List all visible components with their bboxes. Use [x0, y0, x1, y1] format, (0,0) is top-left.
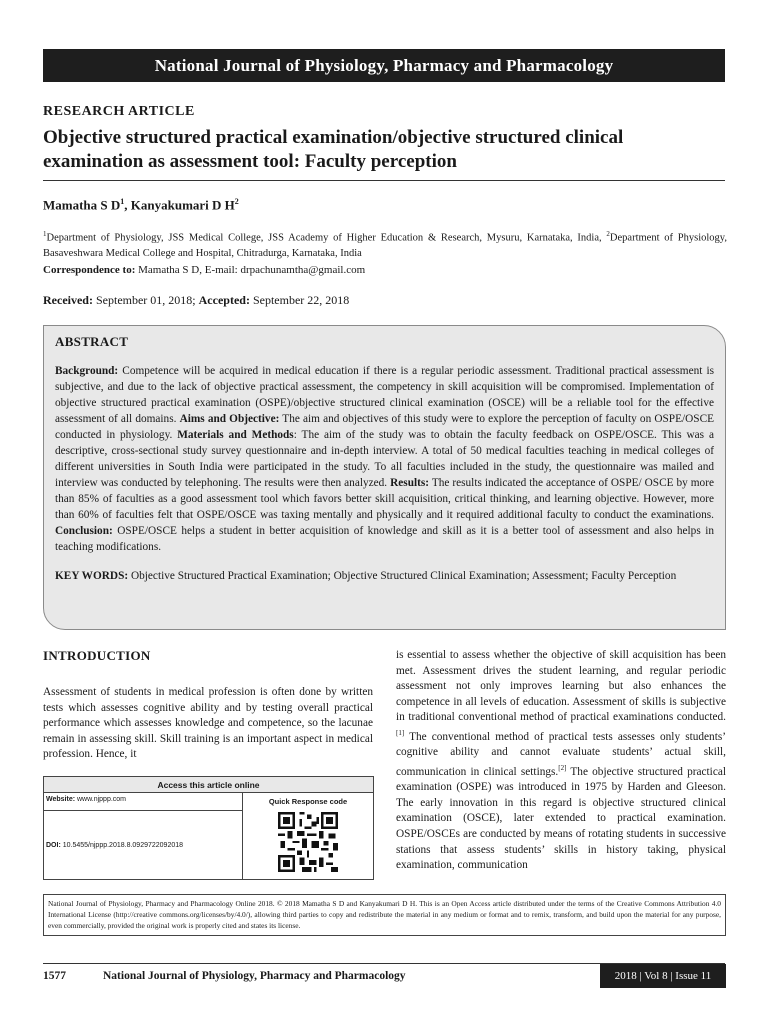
affiliation-2-sup: 2 — [606, 230, 610, 238]
website-label: Website: — [46, 796, 76, 803]
affiliation — [43, 227, 727, 261]
author-1-name: Mamatha S D — [43, 197, 121, 213]
introduction-right-text — [396, 648, 726, 874]
citation-2[interactable]: [2] — [558, 763, 567, 772]
intro-right-part-2: The conventional method of practical tests assesses only students’ cognitive ability and cannot evaluate students’ actual skill, communication in clinical settings. — [396, 730, 726, 778]
qr-panel — [243, 793, 373, 879]
correspondence-text: Mamatha S D, E-mail: drpachunamtha@gmail.com — [135, 264, 366, 276]
correspondence — [43, 264, 365, 276]
background-text: Competence will be acquired in medical education if there is a regular periodic assessment. Traditional practical assessment is subjective, and due to the lack of objective practical assessment, the competency in skill acquisition will be compromised. Implementation of objective structured practical examination (OSPE)/objective structured clinical examination (OSCE) will be a reliable tool for the effective assessment of all domains. — [55, 365, 714, 425]
methods-text: : The aim of the study was to obtain the faculty feedback on OSPE/OSCE. This was a descriptive, cross-sectional study survey questionnaire and in-depth interview. A total of 50 medical faculties teaching in medical colleges of different universities in South India were participated in the study. To all faculties included in the study, the questionnaire was mailed and interview was conducted by telephoning. The results were then analyzed. — [55, 429, 714, 489]
access-box-grid — [44, 793, 373, 879]
background-label: Background: — [55, 365, 119, 377]
footer-journal-name: National Journal of Physiology, Pharmacy and Pharmacology — [103, 970, 406, 982]
introduction-left-text: Assessment of students in medical profession is often done by written tests which assesses cognitive ability and by testing overall practical performance which assesses knowledge and competence, so the lacunae remain in assessing skill. Skill training is an important aspect in medical profession. Hence, it — [43, 686, 373, 761]
introduction-heading: INTRODUCTION — [43, 648, 151, 663]
left-column — [43, 648, 373, 763]
doi-value[interactable]: 10.5455/njppp.2018.8.0929722092018 — [60, 842, 184, 849]
website-link[interactable]: www.njppp.com — [75, 796, 127, 803]
results-text: The results indicated the acceptance of OSPE/ OSCE by more than 85% of faculties as a good assessment tool which favors better skill acquisition, critical thinking, and learning objective. However, more than 60% of faculties felt that OSPE/OSCE was taxing mentally and physically and it required additional faculty to conduct the examinations. — [55, 477, 714, 521]
conclusion-text: OSPE/OSCE helps a student in better acquisition of knowledge and skill as it is a better tool of assessment and also helps in teaching modifications. — [55, 525, 714, 553]
author-2-sup: 2 — [234, 197, 239, 206]
abstract-box — [43, 325, 726, 630]
footer-issue-badge: 2018 | Vol 8 | Issue 11 — [600, 964, 726, 988]
results-label: Results: — [390, 477, 430, 489]
keywords — [55, 568, 714, 584]
article-type: RESEARCH ARTICLE — [43, 104, 195, 119]
right-column — [396, 648, 726, 874]
qr-code-icon[interactable] — [278, 812, 338, 872]
intro-right-part-1: is essential to assess whether the objective of skill acquisition has been met. Assessment drives the student learning, and regular periodic assessment not only improves learning but also enhances the competence in all levels of education. Assessment of skills is subjective in traditional conventional method of practical examinations conducted. — [396, 649, 726, 724]
abstract-body — [55, 363, 714, 555]
author-1-sup: 1 — [120, 197, 125, 206]
affiliation-1-sup: 1 — [43, 230, 47, 238]
intro-right-part-3: The objective structured practical examination (OSPE) was introduced in 1975 by Harden and Gleeson. The early innovation in this regard is objective structured clinical examination (OSCE), later extended to practical examination. OSPE/OSCEs are conducted by means of rotating students in successive stations that assess students’ skills in history taking, physical examination, communication — [396, 765, 726, 872]
access-article-box — [43, 776, 374, 880]
access-box-info — [44, 793, 243, 879]
accepted-label: Accepted: — [198, 293, 250, 307]
article-title: Objective structured practical examination/objective structured clinical examination as assessment tool: Faculty perception — [43, 127, 624, 172]
journal-banner: National Journal of Physiology, Pharmacy and Pharmacology — [43, 49, 725, 82]
license-notice: National Journal of Physiology, Pharmacy and Pharmacology Online 2018. © 2018 Mamatha S D and Kanyakumari D H. This is an Open Access article distributed under the terms of the Creative Commons Attribution 4.0 International License (http://creative commons.org/licenses/by/4.0/), allowing third parties to copy and redistribute the material in any medium or format and to remix, transform, and build upon the material for any purpose, even commercially, provided the original work is properly cited and states its license. — [43, 894, 726, 936]
author-separator: , — [124, 197, 131, 213]
title-divider — [43, 180, 725, 181]
dates — [43, 293, 349, 308]
access-box-title: Access this article online — [44, 777, 373, 793]
doi-row — [46, 842, 183, 849]
received-date: September 01, 2018; — [92, 293, 199, 307]
keywords-text: Objective Structured Practical Examination; Objective Structured Clinical Examination; Assessment; Faculty Perception — [128, 570, 677, 582]
methods-label: Materials and Methods — [177, 429, 294, 441]
doi-label: DOI: — [46, 842, 61, 849]
abstract-heading: ABSTRACT — [55, 334, 129, 349]
author-2-name: Kanyakumari D H — [130, 197, 235, 213]
page-number: 1577 — [43, 970, 66, 982]
keywords-label: KEY WORDS: — [55, 570, 129, 582]
aims-text: The aim and objectives of this study were to explore the perception of faculty on OSPE/OSCE conducted in physiology. — [55, 413, 715, 441]
authors — [43, 197, 239, 213]
accepted-date: September 22, 2018 — [249, 293, 350, 307]
conclusion-label: Conclusion: — [55, 525, 113, 537]
correspondence-label: Correspondence to: — [43, 264, 136, 276]
aims-label: Aims and Objective: — [179, 413, 280, 425]
received-label: Received: — [43, 293, 93, 307]
qr-label: Quick Response code — [268, 797, 348, 806]
citation-1[interactable]: [1] — [396, 728, 405, 737]
affiliation-2: Department of Physiology, Basaveshwara Medical College and Hospital, Chitradurga, Karnataka, India — [43, 232, 728, 259]
affiliation-1: Department of Physiology, JSS Medical College, JSS Academy of Higher Education & Research, Mysuru, Karnataka, India, — [46, 232, 607, 244]
website-row — [44, 793, 242, 811]
